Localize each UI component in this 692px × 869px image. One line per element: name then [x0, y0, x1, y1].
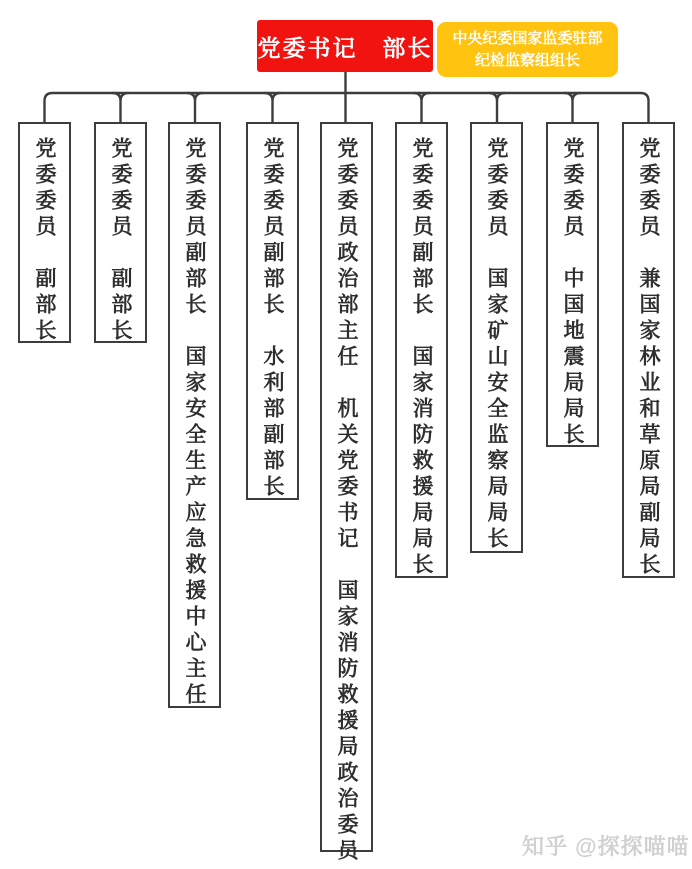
discipline-label-line1: 中央纪委国家监委驻部	[452, 29, 603, 47]
member-label-6: 党委委员副部长 国家消防救援局局长	[410, 137, 433, 579]
zhihu-watermark: 知乎 @探探喵喵	[522, 834, 690, 859]
drop-line-6	[414, 93, 430, 122]
drop-line-7	[489, 93, 505, 122]
drop-line-2	[113, 93, 129, 122]
member-box-8	[546, 122, 599, 447]
secretary-label: 党委书记 部长	[257, 34, 433, 61]
member-label-3: 党委委员副部长 国家安全生产应急救援中心主任	[183, 137, 206, 709]
member-label-5: 党委委员政治部主任 机关党委书记 国家消防救援局政治委员	[335, 137, 358, 865]
member-label-9: 党委委员 兼国家林业和草原局副局长	[637, 137, 660, 579]
drop-line-4	[265, 93, 281, 122]
member-box-6	[395, 122, 448, 578]
member-box-1	[18, 122, 71, 343]
member-box-5	[320, 122, 373, 865]
member-box-4	[246, 122, 299, 500]
member-label-1: 党委委员 副部长	[33, 137, 56, 345]
discipline-inspection-box	[437, 22, 618, 77]
discipline-label-line2: 纪检监察组组长	[474, 51, 580, 69]
drop-line-8	[565, 93, 581, 122]
member-box-3	[168, 122, 221, 708]
member-label-2: 党委委员 副部长	[109, 137, 132, 345]
member-label-4: 党委委员副部长 水利部副部长	[261, 137, 284, 501]
member-box-9	[622, 122, 675, 578]
drop-line-3	[187, 93, 203, 122]
secretary-box	[257, 20, 433, 72]
member-box-7	[470, 122, 523, 553]
member-label-7: 党委委员 国家矿山安全监察局局长	[485, 137, 508, 553]
member-label-8: 党委委员 中国地震局局长	[561, 137, 584, 449]
member-box-2	[94, 122, 147, 343]
